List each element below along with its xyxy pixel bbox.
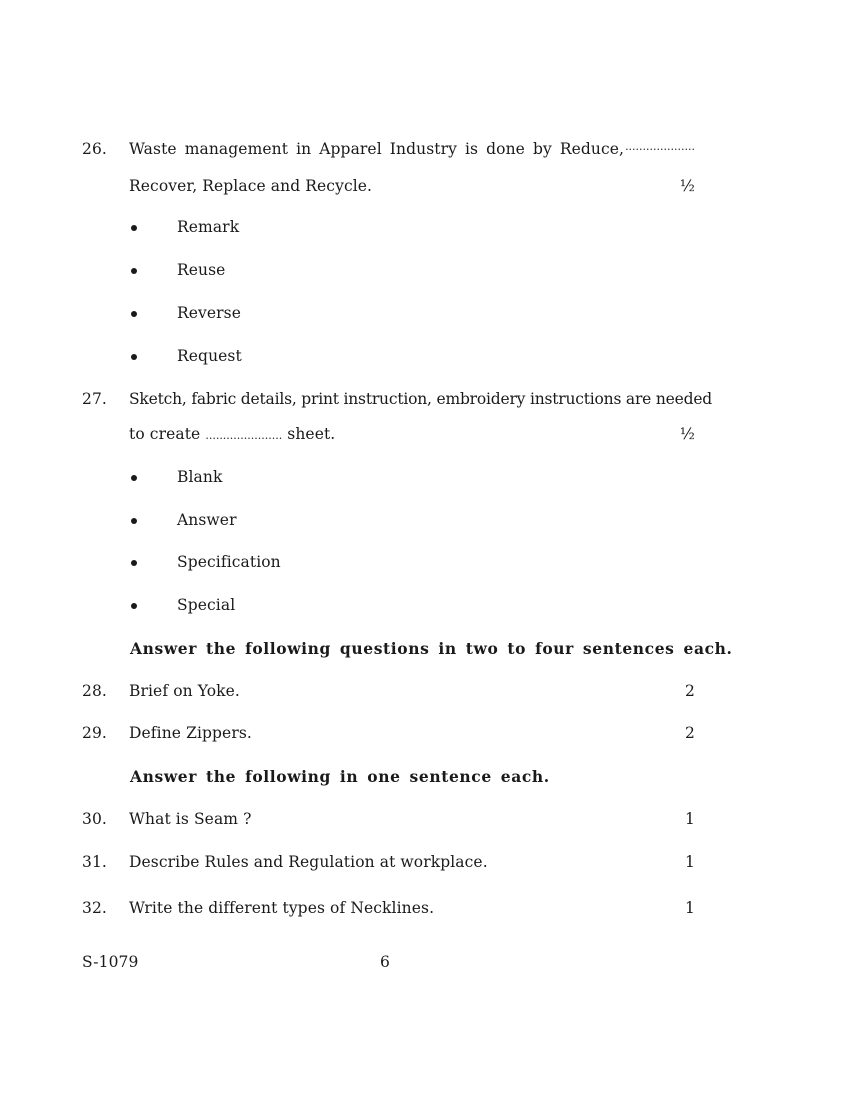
bullet-icon bbox=[131, 268, 137, 274]
question-27-option-1: Blank bbox=[177, 468, 223, 486]
question-31-marks: 1 bbox=[685, 853, 695, 871]
question-26-option-2: Reuse bbox=[177, 261, 226, 279]
bullet-icon bbox=[131, 225, 137, 231]
bullet-icon bbox=[131, 354, 137, 360]
question-27-blank: ...................... bbox=[205, 429, 283, 442]
question-26-line-2: Recover, Replace and Recycle. bbox=[129, 177, 373, 195]
question-31-text: Describe Rules and Regulation at workplace. bbox=[129, 853, 488, 871]
question-27-option-4: Special bbox=[177, 596, 236, 614]
question-29-marks: 2 bbox=[685, 724, 695, 742]
question-32-number: 32. bbox=[82, 899, 107, 917]
question-30-text: What is Seam ? bbox=[129, 810, 252, 828]
question-27-line-1: Sketch, fabric details, print instruction, embroidery instructions are needed bbox=[129, 390, 713, 408]
bullet-icon bbox=[131, 311, 137, 317]
question-27-prefix: to create bbox=[129, 425, 201, 443]
footer-page-number: 6 bbox=[380, 953, 390, 971]
footer-paper-code: S-1079 bbox=[82, 953, 139, 971]
question-27-option-2: Answer bbox=[177, 511, 237, 529]
bullet-icon bbox=[131, 518, 137, 524]
question-27-suffix: sheet. bbox=[287, 425, 336, 443]
question-28-number: 28. bbox=[82, 682, 107, 700]
question-26-number: 26. bbox=[82, 140, 107, 158]
question-26-marks: ½ bbox=[679, 177, 695, 195]
question-26-blank: .................... bbox=[625, 140, 695, 153]
question-27-number: 27. bbox=[82, 390, 107, 408]
question-27-marks: ½ bbox=[679, 425, 695, 443]
question-30-marks: 1 bbox=[685, 810, 695, 828]
question-27-line-2 bbox=[129, 425, 335, 443]
question-28-text: Brief on Yoke. bbox=[129, 682, 240, 700]
question-29-number: 29. bbox=[82, 724, 107, 742]
question-26-option-1: Remark bbox=[177, 218, 240, 236]
question-28-marks: 2 bbox=[685, 682, 695, 700]
question-26-option-3: Reverse bbox=[177, 304, 242, 322]
section-instruction-short: Answer the following questions in two to four sentences each. bbox=[130, 639, 733, 658]
question-26-text: Waste management in Apparel Industry is done by Reduce, bbox=[129, 140, 625, 158]
bullet-icon bbox=[131, 560, 137, 566]
question-31-number: 31. bbox=[82, 853, 107, 871]
question-30-number: 30. bbox=[82, 810, 107, 828]
question-29-text: Define Zippers. bbox=[129, 724, 252, 742]
bullet-icon bbox=[131, 603, 137, 609]
question-26-option-4: Request bbox=[177, 347, 242, 365]
section-instruction-one-sentence: Answer the following in one sentence each. bbox=[130, 767, 550, 786]
bullet-icon bbox=[131, 475, 137, 481]
question-32-marks: 1 bbox=[685, 899, 695, 917]
question-27-option-3: Specification bbox=[177, 553, 281, 571]
question-26-line-1 bbox=[129, 140, 695, 158]
question-32-text: Write the different types of Necklines. bbox=[129, 899, 435, 917]
